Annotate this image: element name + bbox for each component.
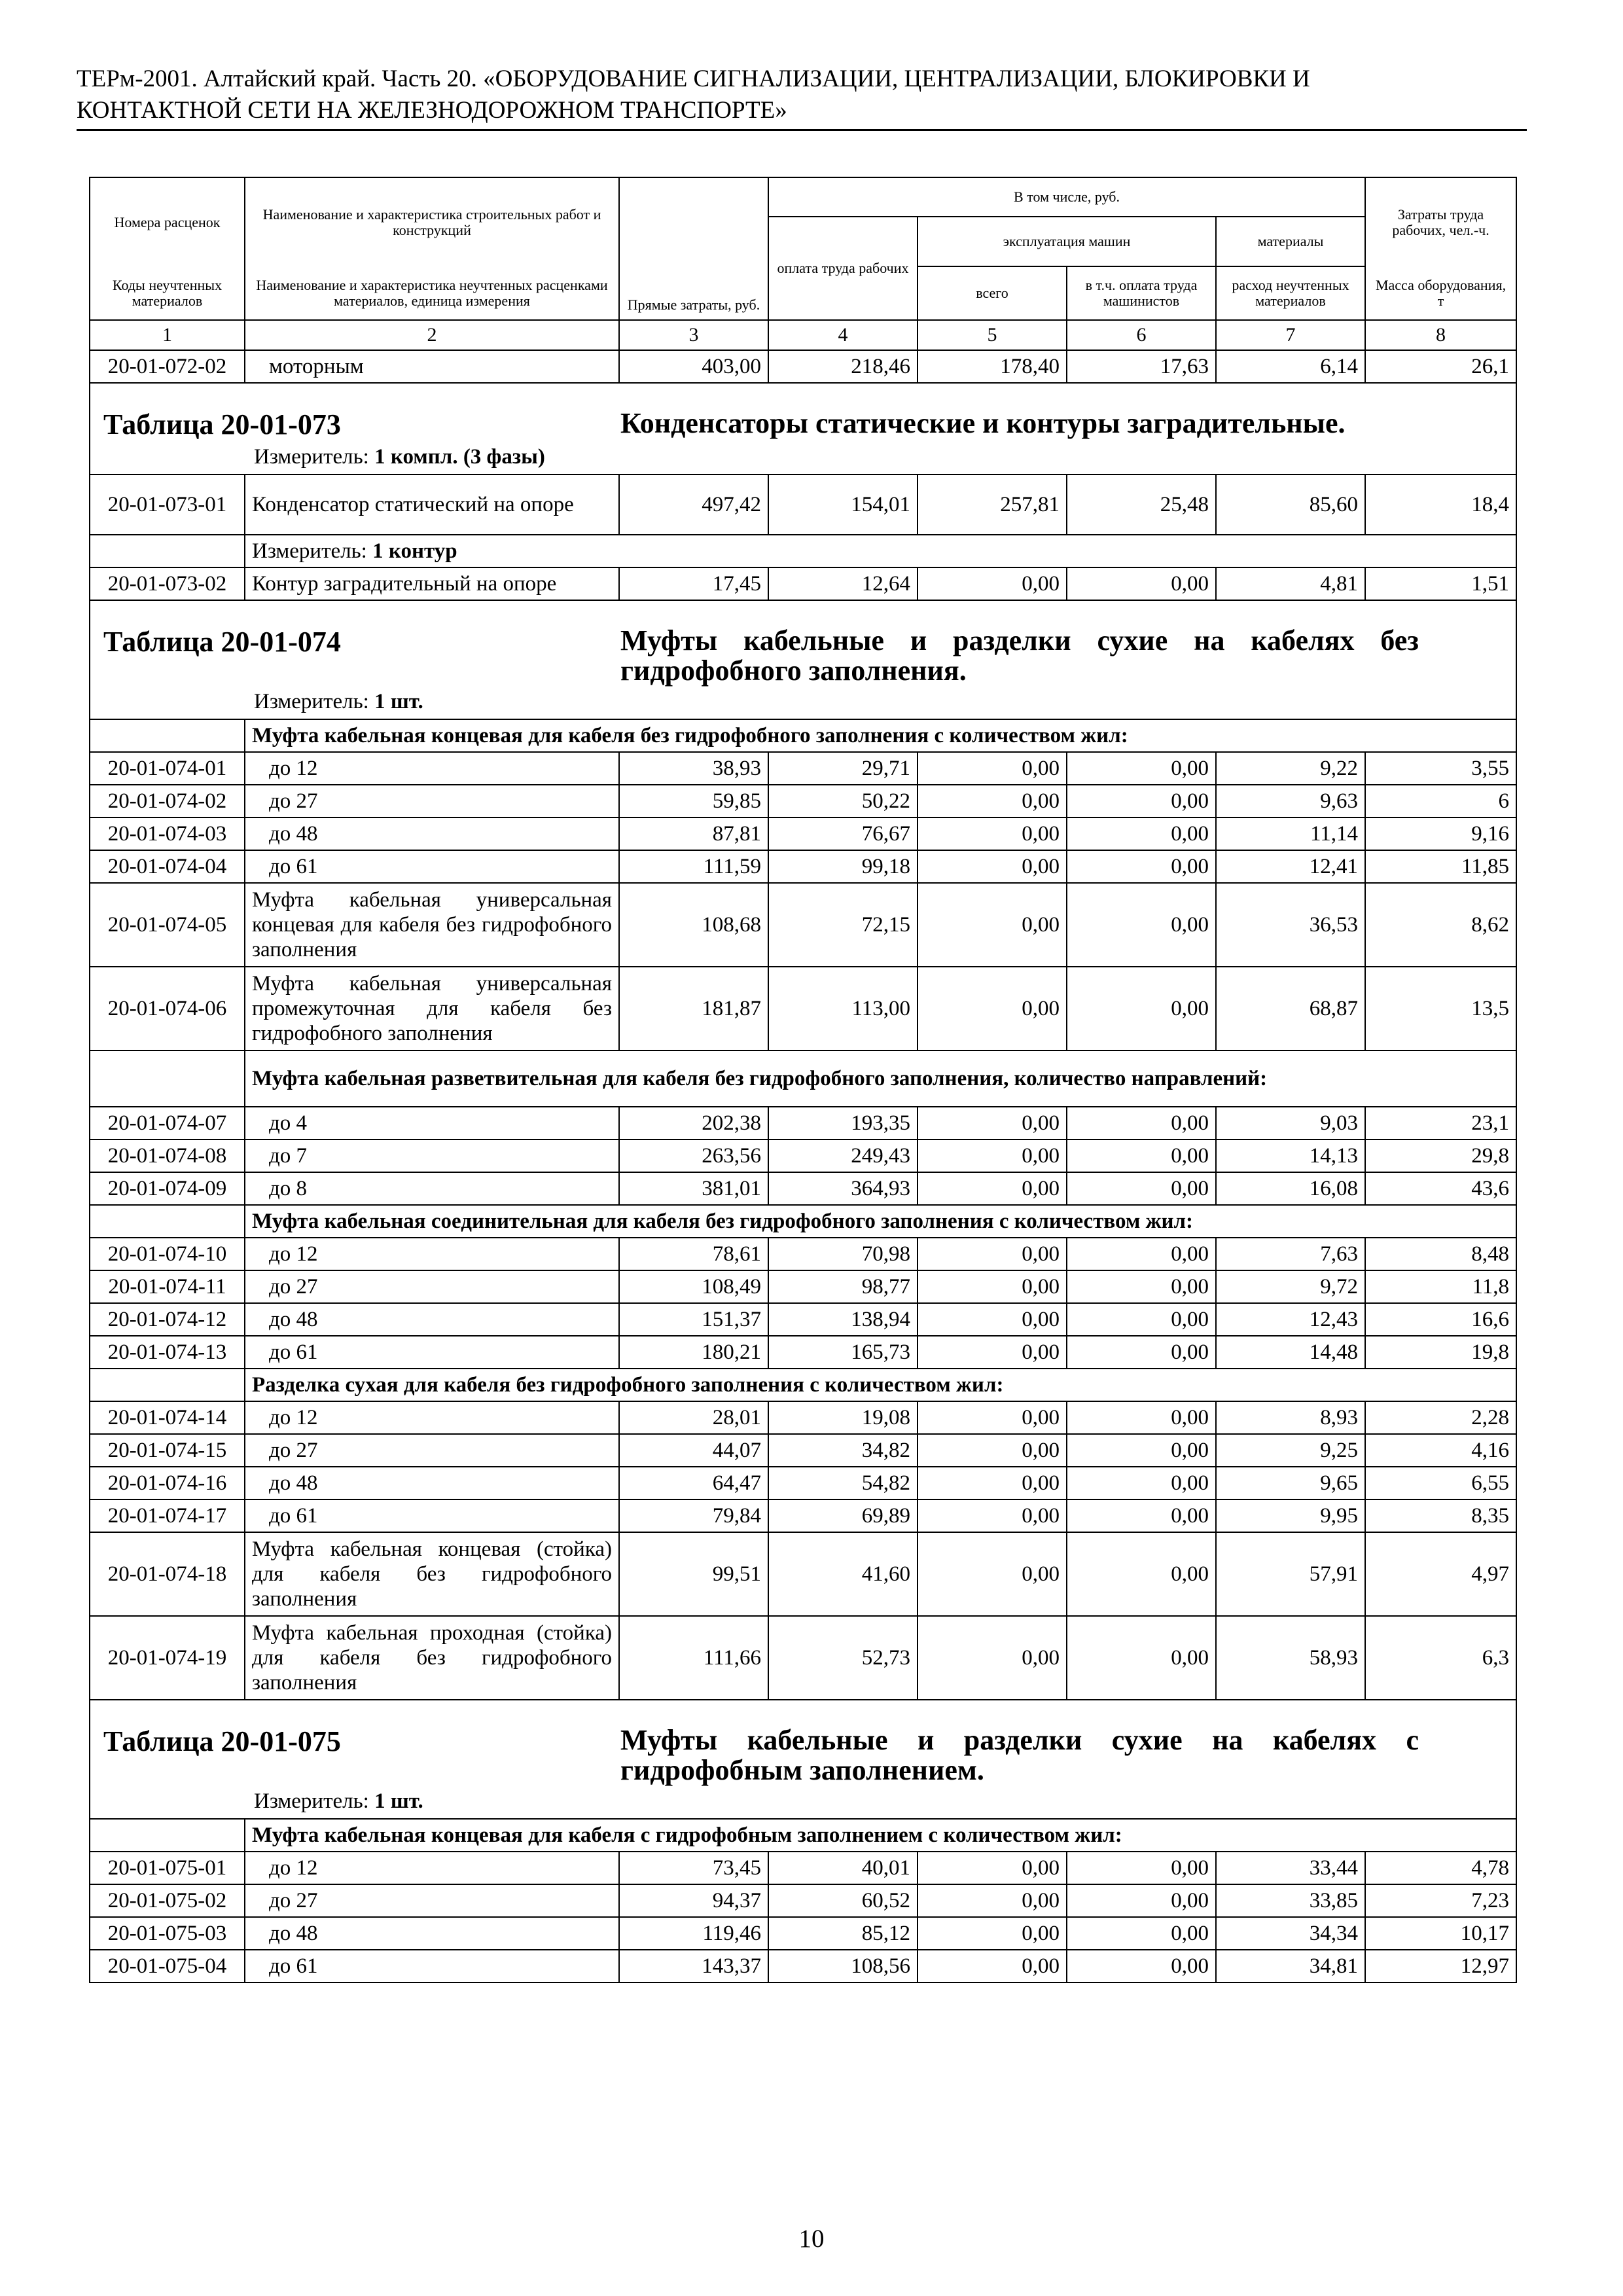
rate-code: 20-01-074-10 (90, 1238, 245, 1270)
labor: 2,28 (1365, 1401, 1516, 1434)
machines-total: 0,00 (918, 752, 1067, 785)
machines-total: 0,00 (918, 1467, 1067, 1499)
direct-cost: 94,37 (619, 1884, 768, 1917)
table-row (90, 1467, 1516, 1499)
labor: 4,16 (1365, 1434, 1516, 1467)
col-number: 5 (918, 320, 1067, 350)
rate-code: 20-01-074-17 (90, 1499, 245, 1532)
materials: 12,43 (1216, 1303, 1365, 1336)
labor: 8,35 (1365, 1499, 1516, 1532)
table-row (90, 1499, 1516, 1532)
header-line-1: ТЕРм-2001. Алтайский край. Часть 20. «ОБОРУДОВАНИЕ СИГНАЛИЗАЦИИ, ЦЕНТРАЛИЗАЦИИ, БЛОКИРОВКИ И (77, 65, 1310, 92)
rate-name: до 61 (245, 1336, 619, 1369)
rate-code: 20-01-075-04 (90, 1950, 245, 1982)
col-mat-use-header: расход неучтенных материалов (1216, 266, 1365, 320)
machines-total: 0,00 (918, 1499, 1067, 1532)
rate-code: 20-01-074-02 (90, 785, 245, 817)
rate-name: Конденсатор статический на опоре (245, 475, 619, 535)
section-description: Конденсаторы статические и контуры заградительные. (620, 407, 1346, 439)
col-num-header: Номера расценок (90, 177, 245, 266)
table-row (90, 850, 1516, 883)
group-row (90, 719, 1516, 752)
rate-code: 20-01-074-18 (90, 1532, 245, 1616)
wages: 54,82 (768, 1467, 918, 1499)
materials: 36,53 (1216, 883, 1365, 967)
materials: 34,34 (1216, 1917, 1365, 1950)
labor: 43,6 (1365, 1172, 1516, 1205)
rate-name: до 61 (245, 850, 619, 883)
labor: 11,85 (1365, 850, 1516, 883)
column-number-row (90, 320, 1516, 350)
rate-code: 20-01-075-03 (90, 1917, 245, 1950)
col-direct-header: Прямые затраты, руб. (619, 177, 768, 320)
machines-total: 0,00 (918, 1884, 1067, 1917)
wages: 165,73 (768, 1336, 918, 1369)
group-heading: Разделка сухая для кабеля без гидрофобного заполнения с количеством жил: (245, 1369, 1516, 1401)
group-row (90, 1369, 1516, 1401)
col-name-header: Наименование и характеристика строительных работ и конструкций (245, 177, 619, 266)
table-row (90, 1884, 1516, 1917)
machinist-wages: 0,00 (1067, 1917, 1216, 1950)
rate-name: до 27 (245, 1434, 619, 1467)
col-wages-header: оплата труда рабочих (768, 217, 918, 320)
wages: 12,64 (768, 567, 918, 600)
machinist-wages: 0,00 (1067, 1532, 1216, 1616)
rate-code: 20-01-074-15 (90, 1434, 245, 1467)
group-row (90, 1205, 1516, 1238)
unit-of-measure: Измеритель: 1 компл. (3 фазы) (254, 445, 545, 469)
direct-cost: 108,68 (619, 883, 768, 967)
machinist-wages: 0,00 (1067, 567, 1216, 600)
direct-cost: 111,59 (619, 850, 768, 883)
materials: 9,22 (1216, 752, 1365, 785)
direct-cost: 78,61 (619, 1238, 768, 1270)
col-number: 1 (90, 320, 245, 350)
rate-name: Муфта кабельная универсальная концевая для кабеля без гидрофобного заполнения (245, 883, 619, 967)
machinist-wages: 0,00 (1067, 1336, 1216, 1369)
labor: 3,55 (1365, 752, 1516, 785)
machinist-wages: 0,00 (1067, 1401, 1216, 1434)
machines-total: 0,00 (918, 1336, 1067, 1369)
wages: 29,71 (768, 752, 918, 785)
table-row (90, 1950, 1516, 1982)
rate-name: до 27 (245, 1884, 619, 1917)
rate-code: 20-01-074-14 (90, 1401, 245, 1434)
direct-cost: 181,87 (619, 967, 768, 1050)
materials: 9,65 (1216, 1467, 1365, 1499)
machines-total: 0,00 (918, 567, 1067, 600)
machinist-wages: 0,00 (1067, 785, 1216, 817)
group-heading: Муфта кабельная разветвительная для кабеля без гидрофобного заполнения, количество направлений: (245, 1050, 1516, 1107)
direct-cost: 79,84 (619, 1499, 768, 1532)
col-number: 7 (1216, 320, 1365, 350)
table-row (90, 1336, 1516, 1369)
direct-cost: 202,38 (619, 1107, 768, 1139)
wages: 52,73 (768, 1616, 918, 1700)
rate-code: 20-01-074-06 (90, 967, 245, 1050)
wages: 154,01 (768, 475, 918, 535)
table-row (90, 1434, 1516, 1467)
group-row (90, 1819, 1516, 1852)
section-header (90, 383, 1516, 475)
materials: 8,93 (1216, 1401, 1365, 1434)
direct-cost: 381,01 (619, 1172, 768, 1205)
direct-cost: 87,81 (619, 817, 768, 850)
table-row (90, 967, 1516, 1050)
rate-code: 20-01-074-19 (90, 1616, 245, 1700)
machines-total: 0,00 (918, 1107, 1067, 1139)
wages: 85,12 (768, 1917, 918, 1950)
col-incl-header: В том числе, руб. (768, 177, 1365, 217)
rate-name: Муфта кабельная проходная (стойка) для кабеля без гидрофобного заполнения (245, 1616, 619, 1700)
rate-code: 20-01-074-03 (90, 817, 245, 850)
machines-total: 0,00 (918, 1139, 1067, 1172)
rate-name: до 12 (245, 752, 619, 785)
col-materials-header: материалы (1216, 217, 1365, 266)
rate-code: 20-01-073-01 (90, 475, 245, 535)
direct-cost: 44,07 (619, 1434, 768, 1467)
wages: 108,56 (768, 1950, 918, 1982)
wages: 113,00 (768, 967, 918, 1050)
rate-name: Муфта кабельная универсальная промежуточная для кабеля без гидрофобного заполнения (245, 967, 619, 1050)
materials: 85,60 (1216, 475, 1365, 535)
labor: 18,4 (1365, 475, 1516, 535)
labor: 10,17 (1365, 1917, 1516, 1950)
machines-total: 0,00 (918, 1917, 1067, 1950)
materials: 68,87 (1216, 967, 1365, 1050)
section-description: Муфты кабельные и разделки сухие на кабелях без гидрофобного заполнения. (620, 624, 1419, 687)
wages: 218,46 (768, 350, 918, 383)
machines-total: 0,00 (918, 1852, 1067, 1884)
rate-name: до 27 (245, 785, 619, 817)
machines-total: 0,00 (918, 1303, 1067, 1336)
rate-code: 20-01-075-01 (90, 1852, 245, 1884)
machinist-wages: 0,00 (1067, 1884, 1216, 1917)
materials: 33,85 (1216, 1884, 1365, 1917)
table-row (90, 1616, 1516, 1700)
machines-total: 0,00 (918, 967, 1067, 1050)
labor: 7,23 (1365, 1884, 1516, 1917)
direct-cost: 180,21 (619, 1336, 768, 1369)
machines-total: 178,40 (918, 350, 1067, 383)
section-header (90, 600, 1516, 719)
rate-code: 20-01-075-02 (90, 1884, 245, 1917)
rate-name: до 12 (245, 1401, 619, 1434)
table-row (90, 817, 1516, 850)
wages: 69,89 (768, 1499, 918, 1532)
unit-row (90, 535, 1516, 567)
labor: 6,55 (1365, 1467, 1516, 1499)
labor: 6,3 (1365, 1616, 1516, 1700)
labor: 26,1 (1365, 350, 1516, 383)
col-number: 8 (1365, 320, 1516, 350)
materials: 33,44 (1216, 1852, 1365, 1884)
machinist-wages: 0,00 (1067, 1172, 1216, 1205)
labor: 4,78 (1365, 1852, 1516, 1884)
machines-total: 0,00 (918, 1434, 1067, 1467)
direct-cost: 403,00 (619, 350, 768, 383)
wages: 138,94 (768, 1303, 918, 1336)
materials: 58,93 (1216, 1616, 1365, 1700)
rate-name: до 48 (245, 1303, 619, 1336)
table-row (90, 1852, 1516, 1884)
rate-code: 20-01-073-02 (90, 567, 245, 600)
machinist-wages: 0,00 (1067, 1950, 1216, 1982)
rate-name: до 8 (245, 1172, 619, 1205)
materials: 6,14 (1216, 350, 1365, 383)
col-number: 6 (1067, 320, 1216, 350)
rate-code: 20-01-074-08 (90, 1139, 245, 1172)
rate-name: до 12 (245, 1238, 619, 1270)
group-row (90, 1050, 1516, 1107)
rate-name: до 12 (245, 1852, 619, 1884)
wages: 99,18 (768, 850, 918, 883)
direct-cost: 497,42 (619, 475, 768, 535)
labor: 11,8 (1365, 1270, 1516, 1303)
table-row (90, 1270, 1516, 1303)
labor: 16,6 (1365, 1303, 1516, 1336)
direct-cost: 28,01 (619, 1401, 768, 1434)
wages: 41,60 (768, 1532, 918, 1616)
rate-code: 20-01-074-16 (90, 1467, 245, 1499)
rate-name: до 48 (245, 1467, 619, 1499)
col-mass-header: Масса оборудования, т (1365, 266, 1516, 320)
machines-total: 0,00 (918, 1401, 1067, 1434)
materials: 12,41 (1216, 850, 1365, 883)
col-labor-header: Затраты труда рабочих, чел.-ч. (1365, 177, 1516, 266)
section-title: Таблица 20-01-074 (103, 626, 341, 658)
materials: 11,14 (1216, 817, 1365, 850)
group-heading: Муфта кабельная соединительная для кабеля без гидрофобного заполнения с количеством жил: (245, 1205, 1516, 1238)
machines-total: 0,00 (918, 1616, 1067, 1700)
col-number: 3 (619, 320, 768, 350)
table-row (90, 1238, 1516, 1270)
rate-name: до 27 (245, 1270, 619, 1303)
labor: 23,1 (1365, 1107, 1516, 1139)
table-row (90, 1532, 1516, 1616)
labor: 8,48 (1365, 1238, 1516, 1270)
machinist-wages: 0,00 (1067, 1303, 1216, 1336)
machines-total: 0,00 (918, 1172, 1067, 1205)
machinist-wages: 0,00 (1067, 817, 1216, 850)
labor: 8,62 (1365, 883, 1516, 967)
col-name2-header: Наименование и характеристика неучтенных расценками материалов, единица измерения (245, 266, 619, 320)
rate-code: 20-01-074-04 (90, 850, 245, 883)
table-row (90, 350, 1516, 383)
direct-cost: 99,51 (619, 1532, 768, 1616)
page-header (77, 63, 1527, 131)
col-machinist-header: в т.ч. оплата труда машинистов (1067, 266, 1216, 320)
table-row (90, 1917, 1516, 1950)
machinist-wages: 0,00 (1067, 1139, 1216, 1172)
header-row (90, 177, 1516, 217)
section-title: Таблица 20-01-073 (103, 408, 341, 440)
machinist-wages: 0,00 (1067, 1852, 1216, 1884)
materials: 9,95 (1216, 1499, 1365, 1532)
machines-total: 0,00 (918, 785, 1067, 817)
direct-cost: 17,45 (619, 567, 768, 600)
labor: 4,97 (1365, 1532, 1516, 1616)
rate-code: 20-01-074-07 (90, 1107, 245, 1139)
machinist-wages: 0,00 (1067, 752, 1216, 785)
unit-of-measure: Измеритель: 1 шт. (254, 690, 423, 713)
rate-code: 20-01-072-02 (90, 350, 245, 383)
machinist-wages: 0,00 (1067, 1616, 1216, 1700)
rate-name: до 48 (245, 817, 619, 850)
labor: 6 (1365, 785, 1516, 817)
labor: 1,51 (1365, 567, 1516, 600)
header-line-2: КОНТАКТНОЙ СЕТИ НА ЖЕЛЕЗНОДОРОЖНОМ ТРАНСПОРТЕ» (77, 97, 787, 124)
group-heading: Муфта кабельная концевая для кабеля с гидрофобным заполнением с количеством жил: (245, 1819, 1516, 1852)
direct-cost: 38,93 (619, 752, 768, 785)
rate-name: до 48 (245, 1917, 619, 1950)
wages: 70,98 (768, 1238, 918, 1270)
machines-total: 0,00 (918, 1532, 1067, 1616)
machinist-wages: 0,00 (1067, 850, 1216, 883)
unit-of-measure: Измеритель: 1 контур (245, 535, 1516, 567)
wages: 249,43 (768, 1139, 918, 1172)
materials: 34,81 (1216, 1950, 1365, 1982)
table-row (90, 475, 1516, 535)
table-row (90, 752, 1516, 785)
unit-of-measure: Измеритель: 1 шт. (254, 1789, 423, 1813)
col-number: 2 (245, 320, 619, 350)
labor: 9,16 (1365, 817, 1516, 850)
machinist-wages: 25,48 (1067, 475, 1216, 535)
materials: 7,63 (1216, 1238, 1365, 1270)
wages: 72,15 (768, 883, 918, 967)
rate-name: до 61 (245, 1950, 619, 1982)
table-row (90, 1107, 1516, 1139)
machines-total: 0,00 (918, 883, 1067, 967)
table-row (90, 785, 1516, 817)
rate-code: 20-01-074-01 (90, 752, 245, 785)
machinist-wages: 0,00 (1067, 1107, 1216, 1139)
table-row (90, 1139, 1516, 1172)
machinist-wages: 0,00 (1067, 1467, 1216, 1499)
machines-total: 0,00 (918, 1950, 1067, 1982)
table-row (90, 1172, 1516, 1205)
machinist-wages: 0,00 (1067, 883, 1216, 967)
machinist-wages: 0,00 (1067, 967, 1216, 1050)
machines-total: 0,00 (918, 1270, 1067, 1303)
direct-cost: 143,37 (619, 1950, 768, 1982)
wages: 364,93 (768, 1172, 918, 1205)
section-title: Таблица 20-01-075 (103, 1725, 341, 1757)
rate-name: до 61 (245, 1499, 619, 1532)
machinist-wages: 17,63 (1067, 350, 1216, 383)
materials: 57,91 (1216, 1532, 1365, 1616)
table-row (90, 1401, 1516, 1434)
col-codes-header: Коды неучтенных материалов (90, 266, 245, 320)
wages: 19,08 (768, 1401, 918, 1434)
page-number: 10 (798, 2225, 825, 2253)
materials: 9,72 (1216, 1270, 1365, 1303)
rate-name: Муфта кабельная концевая (стойка) для кабеля без гидрофобного заполнения (245, 1532, 619, 1616)
direct-cost: 119,46 (619, 1917, 768, 1950)
direct-cost: 59,85 (619, 785, 768, 817)
col-total-header: всего (918, 266, 1067, 320)
section-header (90, 1700, 1516, 1819)
labor: 29,8 (1365, 1139, 1516, 1172)
materials: 16,08 (1216, 1172, 1365, 1205)
materials: 14,48 (1216, 1336, 1365, 1369)
wages: 60,52 (768, 1884, 918, 1917)
direct-cost: 108,49 (619, 1270, 768, 1303)
labor: 12,97 (1365, 1950, 1516, 1982)
rate-name: моторным (245, 350, 619, 383)
section-description: Муфты кабельные и разделки сухие на кабелях с гидрофобным заполнением. (620, 1724, 1419, 1786)
machines-total: 0,00 (918, 1238, 1067, 1270)
materials: 9,03 (1216, 1107, 1365, 1139)
direct-cost: 263,56 (619, 1139, 768, 1172)
labor: 13,5 (1365, 967, 1516, 1050)
direct-cost: 151,37 (619, 1303, 768, 1336)
rate-code: 20-01-074-09 (90, 1172, 245, 1205)
machines-total: 0,00 (918, 850, 1067, 883)
rates-table (89, 177, 1517, 1983)
machinist-wages: 0,00 (1067, 1434, 1216, 1467)
rate-code: 20-01-074-13 (90, 1336, 245, 1369)
table-row (90, 1303, 1516, 1336)
wages: 40,01 (768, 1852, 918, 1884)
col-number: 4 (768, 320, 918, 350)
direct-cost: 64,47 (619, 1467, 768, 1499)
materials: 9,63 (1216, 785, 1365, 817)
machinist-wages: 0,00 (1067, 1499, 1216, 1532)
table-row (90, 567, 1516, 600)
direct-cost: 111,66 (619, 1616, 768, 1700)
col-machines-header: эксплуатация машин (918, 217, 1216, 266)
group-heading: Муфта кабельная концевая для кабеля без гидрофобного заполнения с количеством жил: (245, 719, 1516, 752)
materials: 4,81 (1216, 567, 1365, 600)
machinist-wages: 0,00 (1067, 1238, 1216, 1270)
labor: 19,8 (1365, 1336, 1516, 1369)
rate-name: до 7 (245, 1139, 619, 1172)
wages: 193,35 (768, 1107, 918, 1139)
direct-cost: 73,45 (619, 1852, 768, 1884)
materials: 9,25 (1216, 1434, 1365, 1467)
wages: 76,67 (768, 817, 918, 850)
rate-name: Контур заградительный на опоре (245, 567, 619, 600)
materials: 14,13 (1216, 1139, 1365, 1172)
wages: 98,77 (768, 1270, 918, 1303)
machines-total: 0,00 (918, 817, 1067, 850)
rate-name: до 4 (245, 1107, 619, 1139)
machines-total: 257,81 (918, 475, 1067, 535)
rate-code: 20-01-074-05 (90, 883, 245, 967)
rate-code: 20-01-074-12 (90, 1303, 245, 1336)
wages: 50,22 (768, 785, 918, 817)
rate-code: 20-01-074-11 (90, 1270, 245, 1303)
machinist-wages: 0,00 (1067, 1270, 1216, 1303)
wages: 34,82 (768, 1434, 918, 1467)
table-row (90, 883, 1516, 967)
